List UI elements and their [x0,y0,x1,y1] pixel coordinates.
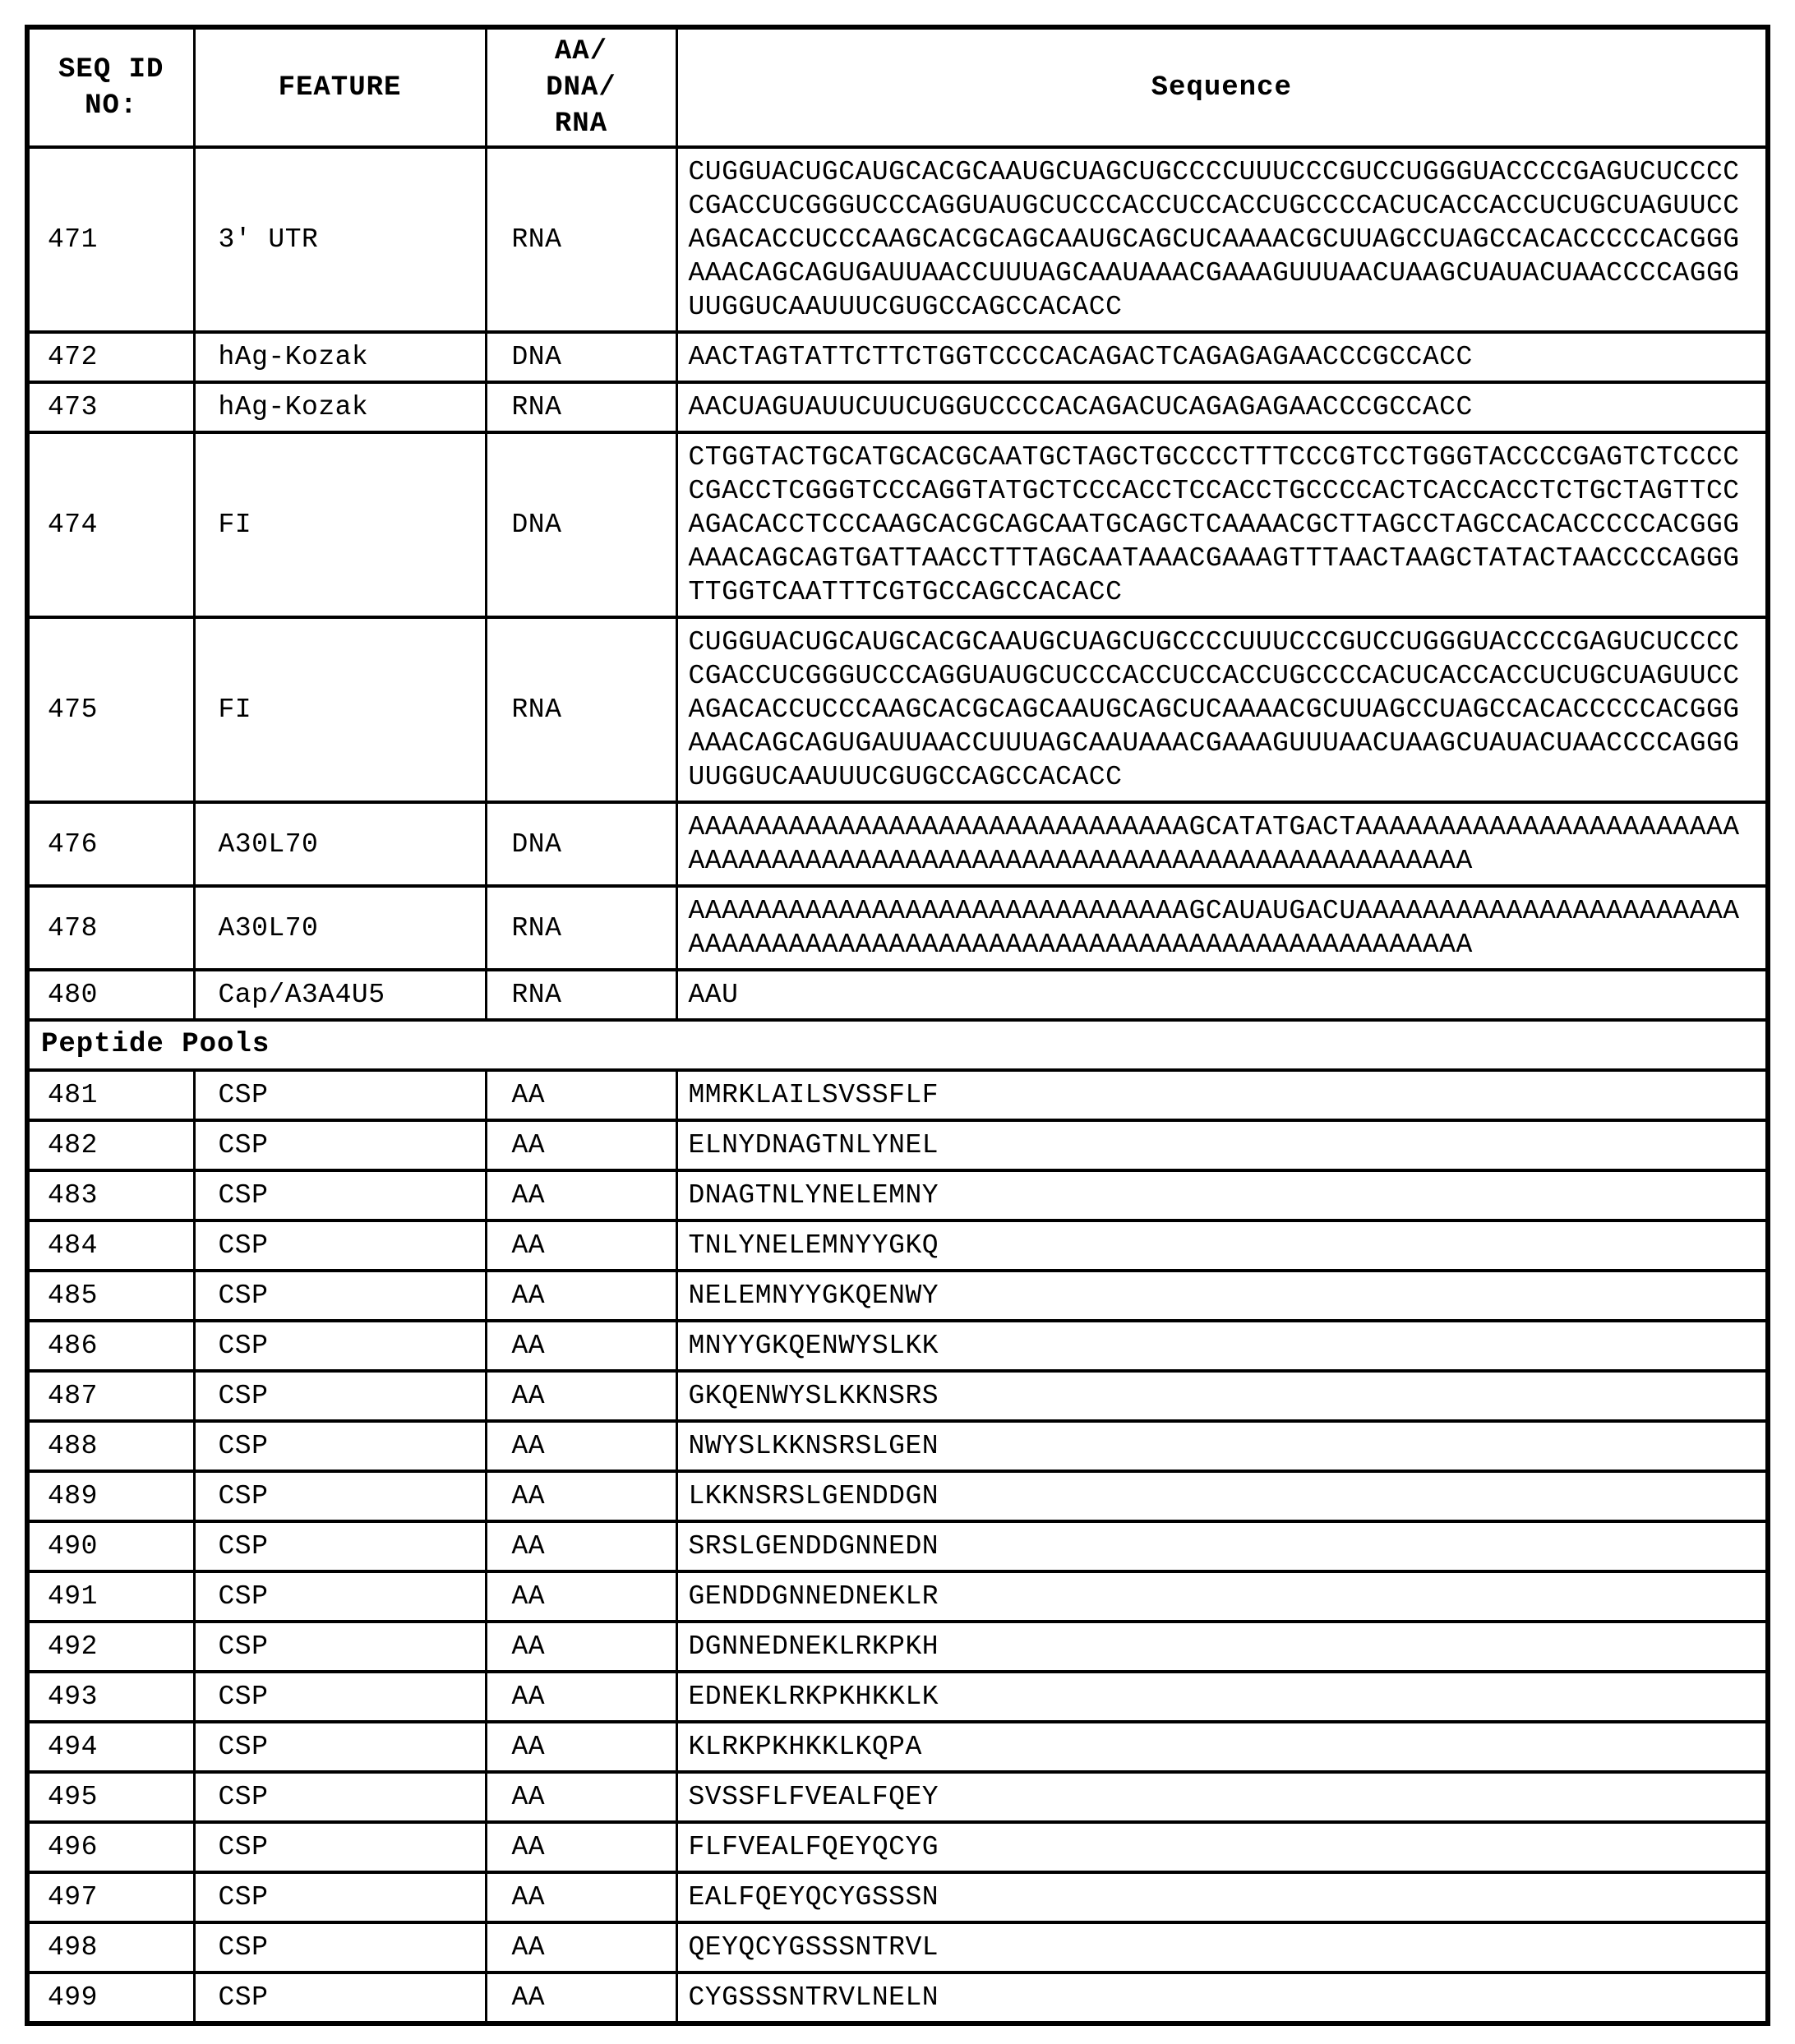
table-row [27,1321,1768,1371]
type-cell: AA [486,1170,676,1220]
feature-cell: CSP [194,1972,486,2023]
seq-id-cell: 475 [27,617,194,802]
seq-id-cell: 471 [27,147,194,332]
type-cell: AA [486,1070,676,1120]
feature-cell: CSP [194,1170,486,1220]
feature-cell: CSP [194,1521,486,1571]
seq-id-cell: 481 [27,1070,194,1120]
seq-id-cell: 482 [27,1120,194,1170]
table-row [27,1521,1768,1571]
type-cell: RNA [486,886,676,970]
sequence-cell: SRSLGENDDGNNEDN [676,1521,1768,1571]
feature-cell: CSP [194,1421,486,1471]
feature-cell: CSP [194,1622,486,1672]
feature-cell: CSP [194,1872,486,1922]
table-row [27,886,1768,970]
table-row [27,382,1768,432]
header-sequence: Sequence [676,27,1768,147]
type-cell: AA [486,1371,676,1421]
type-cell: AA [486,1672,676,1722]
seq-id-cell: 473 [27,382,194,432]
type-cell: AA [486,1772,676,1822]
table-row [27,1622,1768,1672]
type-cell: AA [486,1521,676,1571]
table-row [27,1672,1768,1722]
feature-cell: FI [194,617,486,802]
feature-cell: CSP [194,1672,486,1722]
feature-cell: CSP [194,1371,486,1421]
sequence-cell: EALFQEYQCYGSSSN [676,1872,1768,1922]
seq-id-cell: 472 [27,332,194,382]
seq-id-cell: 489 [27,1471,194,1521]
table-row [27,1772,1768,1822]
seq-id-cell: 497 [27,1872,194,1922]
table-row [27,1571,1768,1622]
feature-cell: CSP [194,1571,486,1622]
header-feature: FEATURE [194,27,486,147]
seq-id-cell: 494 [27,1722,194,1772]
seq-id-cell: 483 [27,1170,194,1220]
feature-cell: CSP [194,1271,486,1321]
seq-id-cell: 484 [27,1220,194,1271]
sequence-listing-table [25,25,1770,2026]
type-cell: RNA [486,970,676,1020]
sequence-cell: GENDDGNNEDNEKLR [676,1571,1768,1622]
sequence-cell: KLRKPKHKKLKQPA [676,1722,1768,1772]
sequence-cell: CTGGTACTGCATGCACGCAATGCTAGCTGCCCCTTTCCCGTCCTGGGTACCCCGAGTCTCCCC CGACCTCGGGTCCCAGGTATGCTCCCACCTCCACCTGCCCCACTCACCACCTCTGCTAGTTCC AGACACCTCCCAAGCACGCAGCAATGCAGCTCAAAACGCTTAGCCTAGCCACACCCCCACGGG AAACAGCAGTGATTAACCTTTAGCAATAAACGAAAGTTTAACTAAGCTATACTAACCCCAGGG TTGGTCAATTTCGTGCCAGCCACACC [676,432,1768,617]
table-row [27,332,1768,382]
type-cell: AA [486,1722,676,1772]
table-row [27,1170,1768,1220]
table-row [27,432,1768,617]
table-row [27,1872,1768,1922]
seq-id-cell: 493 [27,1672,194,1722]
table-header [27,27,1768,147]
type-cell: RNA [486,147,676,332]
header-seq-id: SEQ ID NO: [27,27,194,147]
type-cell: DNA [486,432,676,617]
sequence-cell: SVSSFLFVEALFQEY [676,1772,1768,1822]
sequence-cell: CYGSSSNTRVLNELN [676,1972,1768,2023]
seq-id-cell: 474 [27,432,194,617]
seq-id-cell: 485 [27,1271,194,1321]
feature-cell: CSP [194,1822,486,1872]
sequence-cell: CUGGUACUGCAUGCACGCAAUGCUAGCUGCCCCUUUCCCGUCCUGGGUACCCCGAGUCUCCCC CGACCUCGGGUCCCAGGUAUGCUCCCACCUCCACCUGCCCCACUCACCACCUCUGCUAGUUCC AGACACCUCCCAAGCACGCAGCAAUGCAGCUCAAAACGCUUAGCCUAGCCACACCCCCACGGG AAACAGCAGUGAUUAACCUUUAGCAAUAAACGAAAGUUUAACUAAGCUAUACUAACCCCAGGG UUGGUCAAUUUCGUGCCAGCCACACC [676,147,1768,332]
seq-id-cell: 487 [27,1371,194,1421]
feature-cell: A30L70 [194,886,486,970]
table-row [27,1822,1768,1872]
feature-cell: hAg-Kozak [194,382,486,432]
seq-id-cell: 495 [27,1772,194,1822]
sequence-cell: MMRKLAILSVSSFLF [676,1070,1768,1120]
type-cell: AA [486,1220,676,1271]
type-cell: AA [486,1421,676,1471]
sequence-cell: EDNEKLRKPKHKKLK [676,1672,1768,1722]
feature-cell: CSP [194,1922,486,1972]
sequence-cell: NELEMNYYGKQENWY [676,1271,1768,1321]
type-cell: AA [486,1120,676,1170]
type-cell: AA [486,1972,676,2023]
feature-cell: Cap/A3A4U5 [194,970,486,1020]
table-row [27,802,1768,886]
sequence-cell: ELNYDNAGTNLYNEL [676,1120,1768,1170]
feature-cell: CSP [194,1220,486,1271]
type-cell: AA [486,1271,676,1321]
feature-cell: CSP [194,1321,486,1371]
table-row [27,1421,1768,1471]
type-cell: AA [486,1872,676,1922]
table-row [27,1471,1768,1521]
feature-cell: FI [194,432,486,617]
type-cell: AA [486,1571,676,1622]
type-cell: AA [486,1471,676,1521]
type-cell: AA [486,1822,676,1872]
table-row [27,1922,1768,1972]
type-cell: AA [486,1321,676,1371]
seq-id-cell: 476 [27,802,194,886]
feature-cell: CSP [194,1722,486,1772]
feature-cell: 3' UTR [194,147,486,332]
table-row [27,1972,1768,2023]
feature-cell: A30L70 [194,802,486,886]
sequence-cell: AAU [676,970,1768,1020]
seq-id-cell: 490 [27,1521,194,1571]
seq-id-cell: 478 [27,886,194,970]
seq-id-cell: 496 [27,1822,194,1872]
feature-cell: CSP [194,1772,486,1822]
section-row [27,1020,1768,1070]
seq-id-cell: 498 [27,1922,194,1972]
sequence-cell: DNAGTNLYNELEMNY [676,1170,1768,1220]
table-row [27,1371,1768,1421]
table-row [27,617,1768,802]
table-row [27,1271,1768,1321]
sequence-cell: CUGGUACUGCAUGCACGCAAUGCUAGCUGCCCCUUUCCCGUCCUGGGUACCCCGAGUCUCCCC CGACCUCGGGUCCCAGGUAUGCUCCCACCUCCACCUGCCCCACUCACCACCUCUGCUAGUUCC AGACACCUCCCAAGCACGCAGCAAUGCAGCUCAAAACGCUUAGCCUAGCCACACCCCCACGGG AAACAGCAGUGAUUAACCUUUAGCAAUAAACGAAAGUUUAACUAAGCUAUACUAACCCCAGGG UUGGUCAAUUUCGUGCCAGCCACACC [676,617,1768,802]
sequence-cell: MNYYGKQENWYSLKK [676,1321,1768,1371]
table-row [27,970,1768,1020]
table-row [27,147,1768,332]
table-body [27,147,1768,2023]
seq-id-cell: 488 [27,1421,194,1471]
table-row [27,1070,1768,1120]
section-title: Peptide Pools [27,1020,1768,1070]
sequence-cell: DGNNEDNEKLRKPKH [676,1622,1768,1672]
sequence-cell: GKQENWYSLKKNSRS [676,1371,1768,1421]
seq-id-cell: 499 [27,1972,194,2023]
seq-id-cell: 486 [27,1321,194,1371]
feature-cell: hAg-Kozak [194,332,486,382]
sequence-cell: AACTAGTATTCTTCTGGTCCCCACAGACTCAGAGAGAACCCGCCACC [676,332,1768,382]
sequence-cell: AAAAAAAAAAAAAAAAAAAAAAAAAAAAAAGCAUAUGACUAAAAAAAAAAAAAAAAAAAAAAA AAAAAAAAAAAAAAAAAAAAAAAAAAAAAAAAAAAAAAAAAAAAAAA [676,886,1768,970]
table-row [27,1722,1768,1772]
header-type: AA/ DNA/ RNA [486,27,676,147]
type-cell: DNA [486,332,676,382]
type-cell: DNA [486,802,676,886]
table-row [27,1220,1768,1271]
header-row [27,27,1768,147]
type-cell: RNA [486,617,676,802]
sequence-cell: LKKNSRSLGENDDGN [676,1471,1768,1521]
sequence-cell: QEYQCYGSSSNTRVL [676,1922,1768,1972]
sequence-cell: TNLYNELEMNYYGKQ [676,1220,1768,1271]
seq-id-cell: 480 [27,970,194,1020]
sequence-cell: FLFVEALFQEYQCYG [676,1822,1768,1872]
sequence-cell: AACUAGUAUUCUUCUGGUCCCCACAGACUCAGAGAGAACCCGCCACC [676,382,1768,432]
feature-cell: CSP [194,1070,486,1120]
feature-cell: CSP [194,1471,486,1521]
type-cell: RNA [486,382,676,432]
table-row [27,1120,1768,1170]
seq-id-cell: 492 [27,1622,194,1672]
type-cell: AA [486,1922,676,1972]
seq-id-cell: 491 [27,1571,194,1622]
feature-cell: CSP [194,1120,486,1170]
sequence-cell: NWYSLKKNSRSLGEN [676,1421,1768,1471]
sequence-cell: AAAAAAAAAAAAAAAAAAAAAAAAAAAAAAGCATATGACTAAAAAAAAAAAAAAAAAAAAAAA AAAAAAAAAAAAAAAAAAAAAAAAAAAAAAAAAAAAAAAAAAAAAAA [676,802,1768,886]
type-cell: AA [486,1622,676,1672]
